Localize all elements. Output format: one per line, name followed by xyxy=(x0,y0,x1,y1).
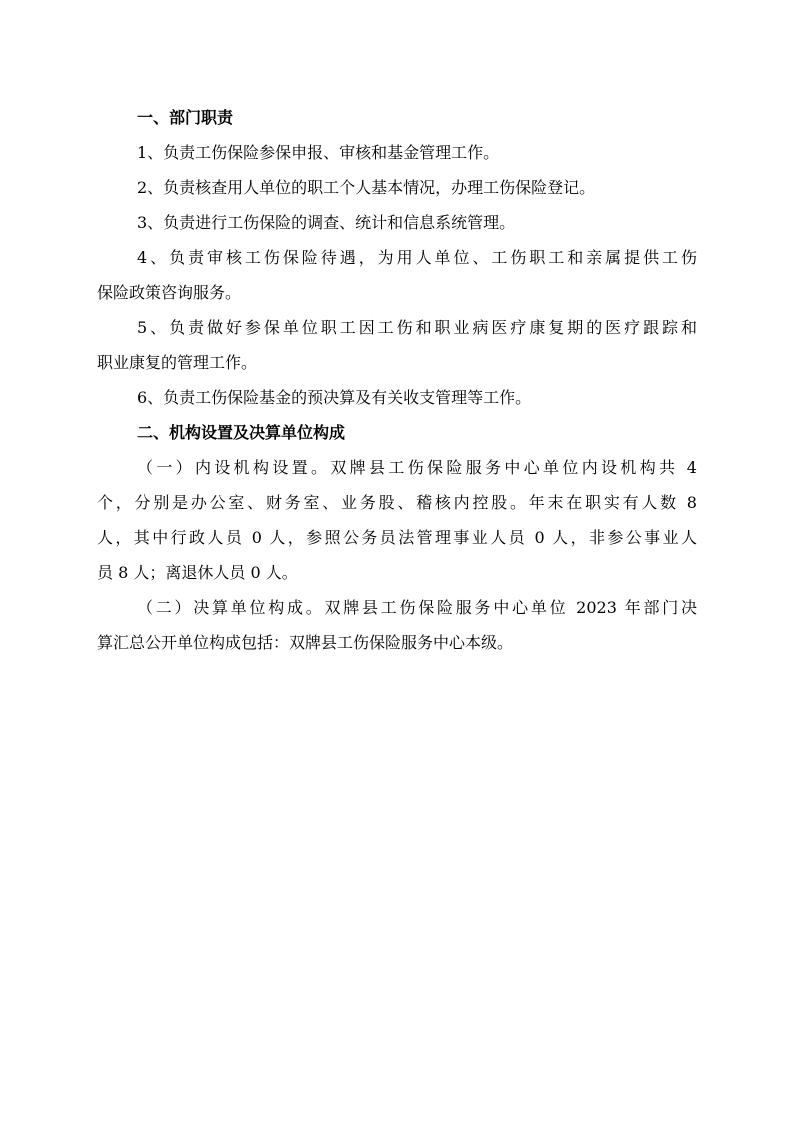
internal-structure-line-4: 员 8 人；离退休人员 0 人。 xyxy=(97,563,298,582)
duty-item-5-line-2: 职业康复的管理工作。 xyxy=(97,353,258,372)
duty-item-1: 1、负责工伤保险参保申报、审核和基金管理工作。 xyxy=(137,143,500,162)
duty-item-4-line-2: 保险政策咨询服务。 xyxy=(97,283,242,302)
internal-structure-line-3: 人，其中行政人员 0 人，参照公务员法管理事业人员 0 人，非参公事业人 xyxy=(97,528,697,547)
section-heading-department-duties: 一、部门职责 xyxy=(137,108,234,127)
duty-item-6: 6、负责工伤保险基金的预决算及有关收支管理等工作。 xyxy=(137,388,532,407)
section-heading-org-structure: 二、机构设置及决算单位构成 xyxy=(137,423,346,442)
final-accounts-unit-line-1: （二）决算单位构成。双牌县工伤保险服务中心单位 2023 年部门决 xyxy=(137,598,697,617)
internal-structure-line-2: 个，分别是办公室、财务室、业务股、稽核内控股。年末在职实有人数 8 xyxy=(97,493,697,512)
duty-item-2: 2、负责核查用人单位的职工个人基本情况，办理工伤保险登记。 xyxy=(137,178,596,197)
duty-item-3: 3、负责进行工伤保险的调查、统计和信息系统管理。 xyxy=(137,213,516,232)
duty-item-4-line-1: 4、负责审核工伤保险待遇，为用人单位、工伤职工和亲属提供工伤 xyxy=(137,248,697,267)
internal-structure-line-1: （一）内设机构设置。双牌县工伤保险服务中心单位内设机构共 4 xyxy=(137,458,697,477)
duty-item-5-line-1: 5、负责做好参保单位职工因工伤和职业病医疗康复期的医疗跟踪和 xyxy=(137,318,697,337)
final-accounts-unit-line-2: 算汇总公开单位构成包括：双牌县工伤保险服务中心本级。 xyxy=(97,633,514,652)
